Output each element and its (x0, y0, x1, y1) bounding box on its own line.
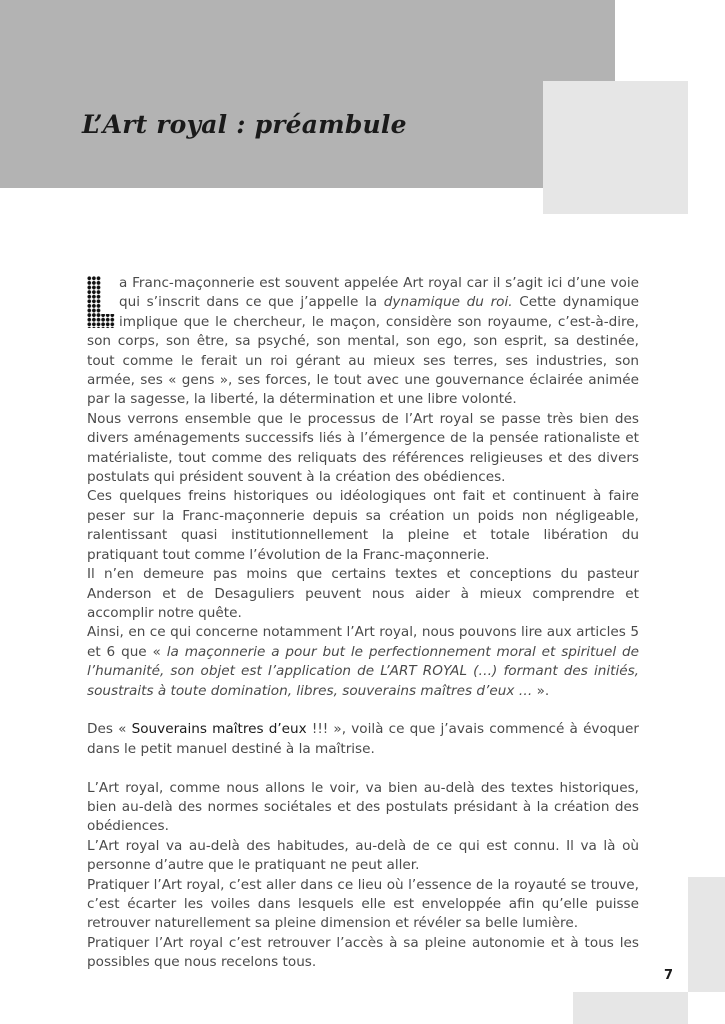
paragraph-10: Pratiquer l’Art royal c’est retrouver l’accès à sa pleine autonomie et à tous les possibles que nous recelons tous. (87, 934, 639, 971)
paragraph-5: Ainsi, en ce qui concerne notamment l’Art royal, nous pouvons lire aux articles 5 et 6 que « la maçonnerie a pour but le perfectionnement moral et spirituel de l’humanité, son objet est l’application de L’ART ROYAL (…) formant des initiés, soustraits à toute domination, libres, souverains maîtres d’eux … ». (87, 624, 639, 699)
dropcap-dots (87, 276, 115, 328)
paragraph-1: a Franc-maçonnerie est souvent appelée Art royal car il s’agit ici d’une voie qui s’inscrit dans ce que j’appelle la dynamique du roi. Cette dynamique implique que le chercheur, le maçon, considère son royaume, c’est-à-dire, son corps, son être, sa psyché, son mental, son ego, son esprit, sa destinée, tout comme le ferait un roi gérant au mieux ses terres, ses industries, son armée, ses « gens », ses forces, le tout avec une gouvernance éclairée animée par la sagesse, la liberté, la détermination et une libre volonté. (87, 275, 639, 408)
paragraph-3: Ces quelques freins historiques ou idéologiques ont fait et continuent à faire peser sur la Franc-maçonnerie depuis sa création un poids non négligeable, ralentissant quasi institutionnellement la pleine et totale libération du pratiquant tout comme l’évolution de la Franc-maçonnerie. (87, 488, 639, 563)
page-title: L’Art royal : préambule (82, 110, 407, 139)
dropcap-letter (87, 276, 115, 328)
paragraph-9: Pratiquer l’Art royal, c’est aller dans ce lieu où l’essence de la royauté se trouve, c’est écarter les voiles dans lesquels elle est enveloppée afin qu’elle puisse retrouver naturellement sa pleine dimension et révéler sa belle lumière. (87, 876, 639, 932)
paragraph-7: L’Art royal, comme nous allons le voir, va bien au-delà des textes historiques, bien au-delà des normes sociétales et des postulats présidant à la création des obédiences. (87, 779, 639, 835)
paragraph-2: Nous verrons ensemble que le processus de l’Art royal se passe très bien des divers aménagements successifs liés à l’émergence de la pensée rationaliste et matérialiste, tout comme des reliquats des références religieuses et des divers postulats qui président souvent à la création des obédiences. (87, 410, 639, 486)
paragraph-6: Des « Souverains maîtres d’eux !!! », voilà ce que j’avais commencé à évoquer dans le petit manuel destiné à la maîtrise. (87, 721, 639, 757)
header-square (543, 81, 688, 214)
page-number: 7 (664, 968, 674, 983)
side-block-right (688, 877, 725, 992)
paragraph-4: Il n’en demeure pas moins que certains textes et conceptions du pasteur Anderson et de Desaguliers peuvent nous aider à mieux comprendre et accomplir notre quête. (87, 566, 639, 621)
header-band (0, 0, 615, 188)
side-block-bottom (573, 992, 688, 1024)
body-text (87, 274, 639, 973)
paragraph-8: L’Art royal va au-delà des habitudes, au-delà de ce qui est connu. Il va là où personne d’autre que le pratiquant ne peut aller. (87, 837, 639, 874)
